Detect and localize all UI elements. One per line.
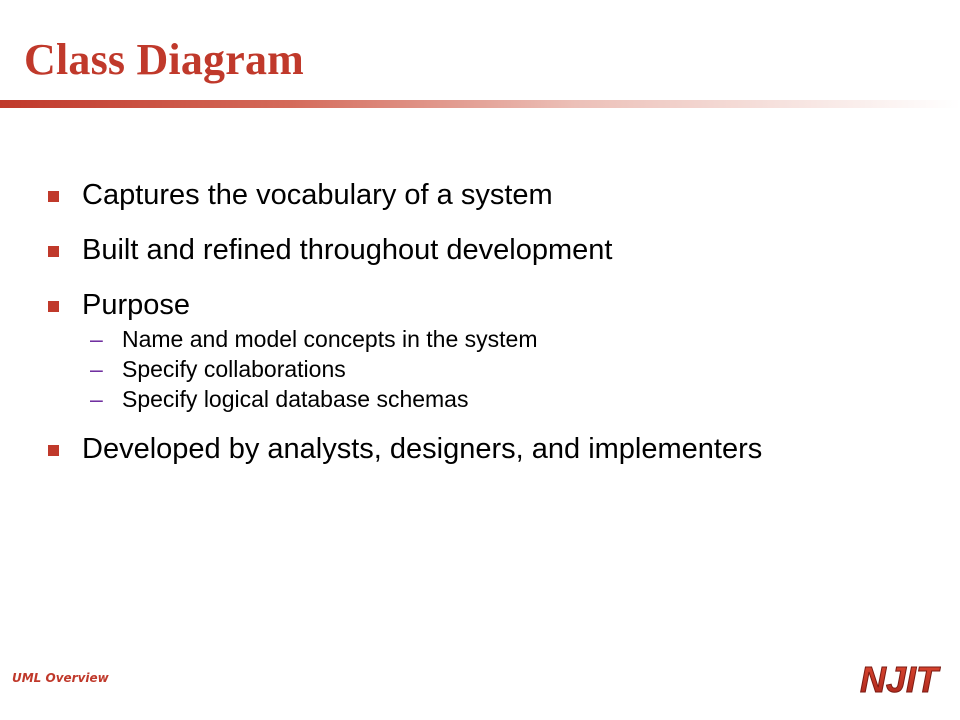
dash-icon: – <box>90 356 103 382</box>
square-bullet-icon <box>48 246 59 257</box>
sub-bullet-item <box>86 384 908 414</box>
bullet-list <box>48 176 908 485</box>
bullet-item <box>48 231 908 269</box>
square-bullet-icon <box>48 301 59 312</box>
sub-bullet-text: Specify collaborations <box>122 356 346 382</box>
title-underline <box>0 100 960 108</box>
sub-bullet-text: Name and model concepts in the system <box>122 326 538 352</box>
sub-bullet-list <box>86 324 908 414</box>
bullet-text: Built and refined throughout development <box>82 234 613 266</box>
njit-logo <box>857 658 941 700</box>
slide-title: Class Diagram <box>24 35 305 84</box>
dash-icon: – <box>90 326 103 352</box>
sub-bullet-item <box>86 324 908 354</box>
bullet-item <box>48 286 908 324</box>
bullet-item <box>48 176 908 214</box>
bullet-text: Captures the vocabulary of a system <box>82 179 553 211</box>
dash-icon: – <box>90 386 103 412</box>
bullet-item <box>48 430 908 468</box>
bullet-text: Purpose <box>82 289 191 321</box>
square-bullet-icon <box>48 191 59 202</box>
square-bullet-icon <box>48 445 59 456</box>
bullet-text: Developed by analysts, designers, and implementers <box>82 433 763 465</box>
footer-label: UML Overview <box>12 671 109 685</box>
sub-bullet-text: Specify logical database schemas <box>122 386 469 412</box>
sub-bullet-item <box>86 354 908 384</box>
logo-text: NJIT <box>860 659 941 700</box>
